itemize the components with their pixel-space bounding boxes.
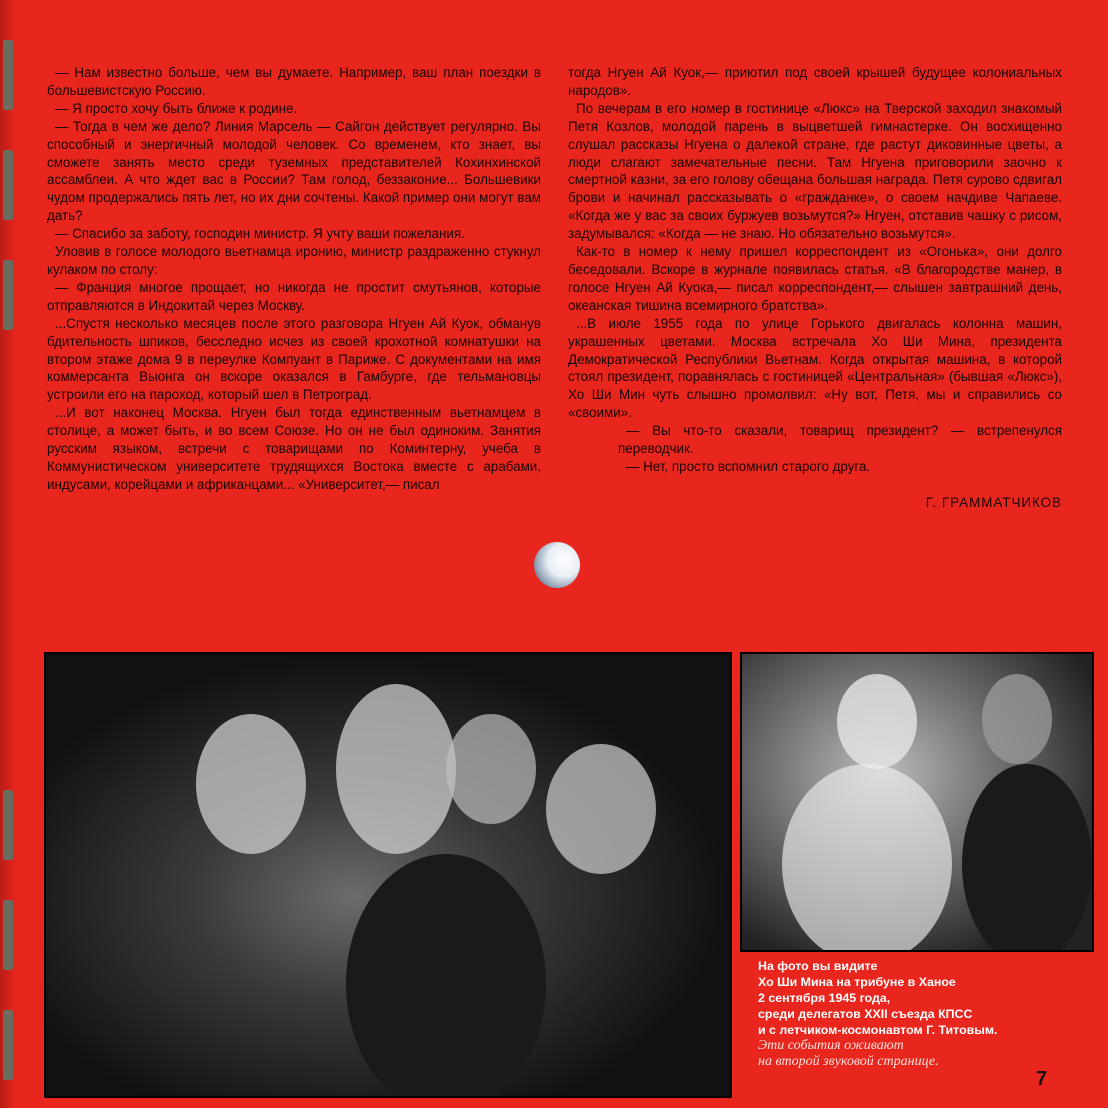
page-number: 7 <box>1036 1068 1048 1090</box>
paragraph: По вечерам в его номер в гостинице «Люкс» на Тверской заходил знакомый Петя Козлов, молодой парень в выцветшей гимнастерке. Он восхищенно слушал рассказы Нгуена о далекой стране, где растут диковинные цветы, а люди слагают замечательные песни. Там Нгуена приговорили заочно к смертной казни, за его голову обещана большая награда. Петя сурово сдвигал брови и начинал рассказывать о «гражданке», о своем начдиве Чапаеве. «Когда же у вас за своих буржуев возьмутся?» Нгуен, отставив чашку с рисом, задумывался: «Когда — не знаю. Но обязательно возьмутся». <box>568 100 1062 242</box>
article-left-column <box>47 64 541 494</box>
dialogue-line: — Вы что-то сказали, товарищ президент? — встрепенулся переводчик. <box>618 423 1062 457</box>
caption-italic-line: на второй звуковой странице. <box>758 1054 939 1069</box>
figure <box>962 764 1092 952</box>
dialogue-line: — Нет, просто вспомнил старого друга. <box>626 458 871 474</box>
paragraph: — Спасибо за заботу, господин министр. Я учту ваши пожелания. <box>55 226 465 242</box>
face <box>837 674 917 769</box>
binding-ring <box>3 790 13 860</box>
caption-line: На фото вы видите <box>758 959 878 973</box>
caption-line: Хо Ши Мина на трибуне в Ханое <box>758 975 956 989</box>
paragraph: Уловив в голосе молодого вьетнамца иронию, министр раздраженно стукнул кулаком по столу: <box>47 244 541 277</box>
paragraph: ...Спустя несколько месяцев после этого разговора Нгуен Ай Куок, обманув бдительность шпиков, бесследно исчез из своей крохотной комнатушки на втором этаже дома 9 в переулке Компуант в Париже. С документами на имя коммерсанта Выонга он вскоре оказался в Гамбурге, где тельмановцы устроили его на пароход, который шел в Петроград. <box>47 315 541 403</box>
caption-italic-line: Эти события оживают <box>758 1038 904 1053</box>
paragraph: ...В июле 1955 года по улице Горького двигалась колонна машин, украшенных цветами. Москва встречала Хо Ши Мина, президента Демократической Республики Вьетнам. Когда открытая машина, в которой стоял президент, поравнялась с гостиницей «Центральная» (бывшая «Люкс»), Хо Ши Мин чуть слышно промолвил: «Ну вот, Петя, мы и справились со «своими». <box>568 315 1062 421</box>
caption-line: и с летчиком-космонавтом Г. Титовым. <box>758 1023 998 1037</box>
binding-ring <box>3 150 13 220</box>
binding-ring <box>3 260 13 330</box>
photo-caption <box>758 958 997 1070</box>
binding-ring <box>3 40 13 110</box>
caption-line: 2 сентября 1945 года, <box>758 991 891 1005</box>
paragraph: Как-то в номер к нему пришел корреспондент из «Огонька», они долго беседовали. Вскоре в журнале появилась статья. «В благородстве манер, в голосе Нгуен Ай Куока,— писал корреспондент,— слышен завтрашний день, океанская тишина всемирного братства». <box>568 244 1062 313</box>
paragraph: — Франция многое прощает, но никогда не простит смутьянов, которые отправляются в Индокитай через Москву. <box>47 279 541 313</box>
figure <box>782 764 952 952</box>
paragraph: — Я просто хочу быть ближе к родине. <box>55 100 298 116</box>
figure <box>346 854 546 1098</box>
author-signature: Г. ГРАММАТЧИКОВ <box>925 494 1062 510</box>
binding-ring <box>3 1010 13 1080</box>
face <box>336 684 456 854</box>
record-center-hole <box>534 542 580 588</box>
caption-line: среди делегатов XXII съезда КПСС <box>758 1007 973 1021</box>
photo-ho-chi-minh-with-delegates <box>44 652 732 1098</box>
paragraph: — Тогда в чем же дело? Линия Марсель — Сайгон действует регулярно. Вы способный и энергичный молодой человек. Со временем, кто знает, вы сможете занять место среди туземных представителей Кохинхинской ассамблеи. А что ждет вас в России? Там голод, беззаконие... Большевики чудом продержались пять лет, но их дни сочтены. Какой пример они могут вам дать? <box>47 118 541 224</box>
paragraph: ...И вот наконец Москва. Нгуен был тогда единственным вьетнамцем в столице, а может быть, и во всем Союзе. Но он не был одиноким. Занятия русским языком, встречи с товарищами по Коминтерну, учеба в Коммунистическом университете трудящихся Востока вместе с арабами, индусами, корейцами и африканцами... «Университет,— писал <box>47 405 541 492</box>
paragraph: тогда Нгуен Ай Куок,— приютил под своей крышей будущее колониальных народов». <box>568 65 1062 98</box>
face <box>546 744 656 874</box>
photo-ho-chi-minh-with-titov <box>740 652 1094 952</box>
paragraph: — Нам известно больше, чем вы думаете. Например, ваш план поездки в большевистскую Россию. <box>47 65 541 98</box>
face <box>446 714 536 824</box>
face <box>196 714 306 854</box>
article-right-column <box>568 64 1062 512</box>
face <box>982 674 1052 764</box>
binding-ring <box>3 900 13 970</box>
